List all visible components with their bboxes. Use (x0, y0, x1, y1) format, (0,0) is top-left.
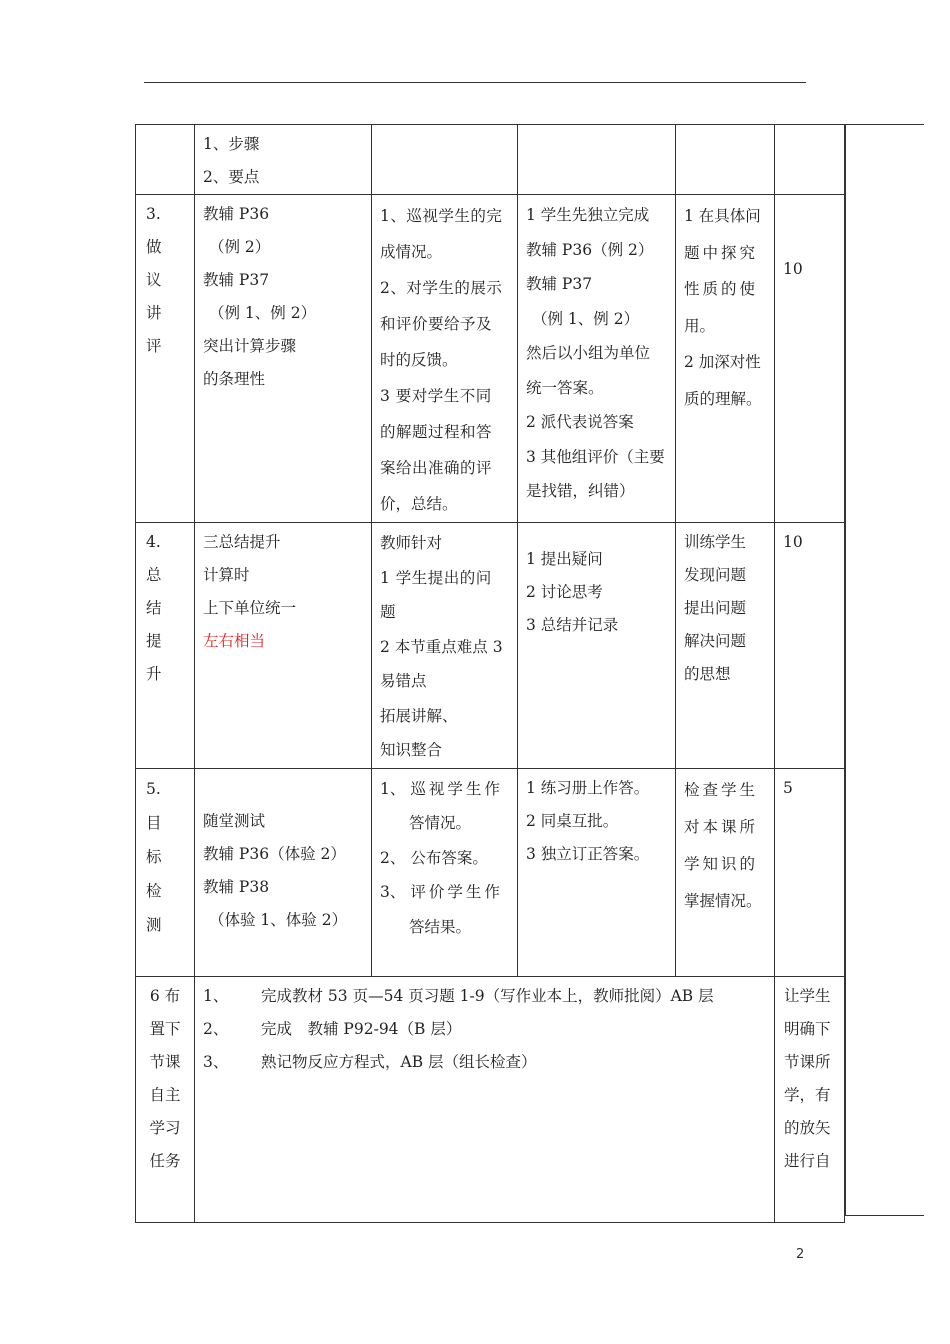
section-line: 总 (146, 566, 162, 584)
task-number: 1、 (203, 986, 229, 1005)
student-line: 1 练习册上作答。 (526, 778, 650, 797)
student-line: 3 其他组评价（主要 (526, 447, 665, 466)
content-line: 计算时 (203, 566, 250, 584)
teacher-line: 的解题过程和答 (380, 423, 493, 441)
section-line: 3. (146, 205, 161, 223)
content-line: 教辅 P36 (203, 205, 270, 223)
teacher-line: 2 本节重点难点 3 (380, 637, 503, 656)
highlighted-content-line: 左右相当 (203, 632, 266, 650)
teacher-item (380, 841, 509, 876)
student-line: （例 1、例 2） (532, 309, 640, 328)
section-line: 测 (146, 915, 162, 934)
content-line: 上下单位统一 (203, 599, 297, 617)
purpose-line: 2 加深对性 (684, 353, 761, 371)
purpose-line: 用。 (684, 316, 716, 335)
student-line: 1 提出疑问 (526, 550, 603, 568)
homework-tasks-cell (195, 976, 775, 1222)
section-line: 标 (146, 847, 162, 866)
section-label (136, 523, 195, 769)
purpose-line: 质的理解。 (684, 389, 762, 408)
purpose-line: 的放矢 (784, 1118, 831, 1137)
purpose-line: 进行自 (784, 1151, 831, 1170)
purpose-cell (775, 976, 845, 1222)
student-activity-cell (518, 195, 676, 523)
teacher-activity-cell (372, 523, 518, 769)
content-line: （例 1、例 2） (209, 304, 317, 322)
teacher-item (380, 772, 509, 807)
purpose-line: 对本课所 (684, 817, 759, 836)
section-line: 学习 (149, 1118, 181, 1137)
lesson-plan-table (135, 124, 845, 1223)
content-line: 教辅 P38 (203, 877, 270, 896)
row-summary (136, 523, 845, 769)
section-label (136, 195, 195, 523)
content-cell (195, 768, 372, 976)
homework-task (203, 1013, 766, 1046)
row-continued-purpose (676, 125, 775, 195)
section-line: 升 (146, 665, 162, 683)
teacher-item-number: 1、 (380, 779, 406, 798)
task-number: 2、 (203, 1019, 229, 1038)
purpose-line: 1 在具体问 (684, 207, 761, 225)
purpose-line: 性质的使 (684, 280, 759, 298)
student-line: 是找错，纠错） (526, 482, 635, 500)
teacher-line: 知识整合 (380, 741, 443, 759)
row-continued-section (136, 125, 195, 195)
student-line: 统一答案。 (526, 378, 604, 397)
student-line: 然后以小组为单位 (526, 344, 651, 362)
teacher-line: 成情况。 (380, 243, 443, 261)
row-discuss-evaluate (136, 195, 845, 523)
section-line: 做 (146, 238, 162, 256)
purpose-line: 的思想 (684, 665, 731, 683)
section-line: 讲 (146, 304, 162, 322)
purpose-cell (676, 195, 775, 523)
row-continued-student (518, 125, 676, 195)
teacher-item-text: 答结果。 (409, 917, 472, 936)
content-cell (195, 523, 372, 769)
time-value: 10 (783, 260, 803, 278)
purpose-line: 检查学生 (684, 780, 759, 799)
section-label (136, 976, 195, 1222)
task-text: 完成教材 53 页—54 页习题 1-9（写作业本上，教师批阅）AB 层 (261, 986, 714, 1005)
teacher-item-number: 3、 (380, 883, 406, 901)
content-line: 三总结提升 (203, 533, 281, 551)
purpose-cell (676, 768, 775, 976)
purpose-line: 掌握情况。 (684, 891, 762, 910)
row-continued (136, 125, 845, 195)
student-line: 2 讨论思考 (526, 583, 603, 601)
teacher-line: 易错点 (380, 672, 427, 690)
content-line: 2、要点 (203, 168, 260, 186)
time-value: 5 (783, 778, 793, 797)
content-line: （例 2） (209, 238, 271, 256)
teacher-line: 3 要对学生不同 (380, 387, 492, 405)
section-line: 4. (146, 533, 161, 551)
content-line: （体验 1、体验 2） (209, 910, 348, 929)
student-line: 1 学生先独立完成 (526, 206, 650, 224)
section-line: 评 (146, 337, 162, 355)
purpose-line: 明确下 (784, 1019, 831, 1038)
section-line: 节课 (149, 1052, 181, 1071)
teacher-line: 2、对学生的展示 (380, 279, 503, 297)
teacher-line: 教师针对 (380, 534, 443, 552)
row-homework (136, 976, 845, 1222)
teacher-line: 案给出准确的评 (380, 459, 493, 477)
teacher-item-text: 公布答案。 (410, 848, 488, 867)
section-label (136, 768, 195, 976)
teacher-item-number: 2、 (380, 848, 406, 867)
teacher-line: 和评价要给予及 (380, 315, 493, 333)
section-line: 任务 (149, 1151, 181, 1170)
content-cell (195, 195, 372, 523)
task-number: 3、 (203, 1052, 229, 1071)
time-cell (775, 523, 845, 769)
purpose-line: 题中探究 (684, 243, 759, 262)
teacher-line: 1、巡视学生的完 (380, 207, 503, 225)
teacher-item (380, 875, 509, 910)
row-continued-time (775, 125, 845, 195)
row-target-check (136, 768, 845, 976)
teacher-item-text: 答情况。 (409, 814, 472, 832)
student-line: 2 派代表说答案 (526, 413, 634, 431)
purpose-line: 让学生 (784, 986, 831, 1005)
task-text: 完成 教辅 P92-94（B 层） (261, 1019, 462, 1038)
time-cell (775, 768, 845, 976)
purpose-line: 提出问题 (684, 599, 747, 617)
student-line: 3 独立订正答案。 (526, 844, 650, 863)
row-continued-content (195, 125, 372, 195)
student-activity-cell (518, 523, 676, 769)
purpose-line: 训练学生 (684, 533, 747, 551)
content-line: 突出计算步骤 (203, 337, 297, 355)
section-line: 议 (146, 271, 162, 289)
section-line: 置下 (149, 1019, 181, 1038)
purpose-line: 学，有 (784, 1085, 831, 1104)
content-line: 1、步骤 (203, 135, 260, 153)
student-activity-cell (518, 768, 676, 976)
purpose-line: 节课所 (784, 1052, 831, 1071)
student-line: 教辅 P37 (526, 275, 593, 293)
teacher-line: 价，总结。 (380, 495, 458, 513)
section-line: 自主 (149, 1085, 181, 1104)
teacher-line: 拓展讲解、 (380, 706, 458, 725)
teacher-line: 题 (380, 603, 396, 621)
time-value: 10 (783, 533, 803, 551)
teacher-activity-cell (372, 768, 518, 976)
content-line: 教辅 P36（体验 2） (203, 844, 346, 863)
content-line: 的条理性 (203, 370, 266, 388)
content-line: 教辅 P37 (203, 271, 270, 289)
student-line: 3 总结并记录 (526, 616, 619, 634)
section-line: 6 布 (149, 986, 181, 1005)
section-line: 5. (146, 779, 161, 798)
table-overflow-column (845, 124, 924, 1216)
purpose-line: 学知识的 (684, 854, 759, 873)
section-line: 检 (146, 881, 162, 900)
purpose-line: 解决问题 (684, 632, 747, 650)
section-line: 结 (146, 599, 162, 617)
student-line: 2 同桌互批。 (526, 811, 619, 830)
section-line: 提 (146, 632, 162, 650)
row-continued-teacher (372, 125, 518, 195)
teacher-activity-cell (372, 195, 518, 523)
homework-task (203, 1046, 766, 1079)
content-line: 随堂测试 (203, 811, 266, 830)
teacher-item-text: 评价学生作 (410, 883, 503, 901)
time-cell (775, 195, 845, 523)
purpose-cell (676, 523, 775, 769)
purpose-line: 发现问题 (684, 566, 747, 584)
student-line: 教辅 P36（例 2） (526, 240, 654, 259)
header-rule (144, 82, 806, 83)
section-line: 目 (146, 813, 162, 832)
task-text: 熟记物反应方程式，AB 层（组长检查） (261, 1052, 537, 1071)
teacher-line: 1 学生提出的问 (380, 568, 492, 587)
teacher-item-text: 巡视学生作 (410, 779, 503, 798)
homework-task (203, 980, 766, 1013)
page-number: 2 (796, 1247, 805, 1262)
teacher-line: 时的反馈。 (380, 351, 458, 369)
